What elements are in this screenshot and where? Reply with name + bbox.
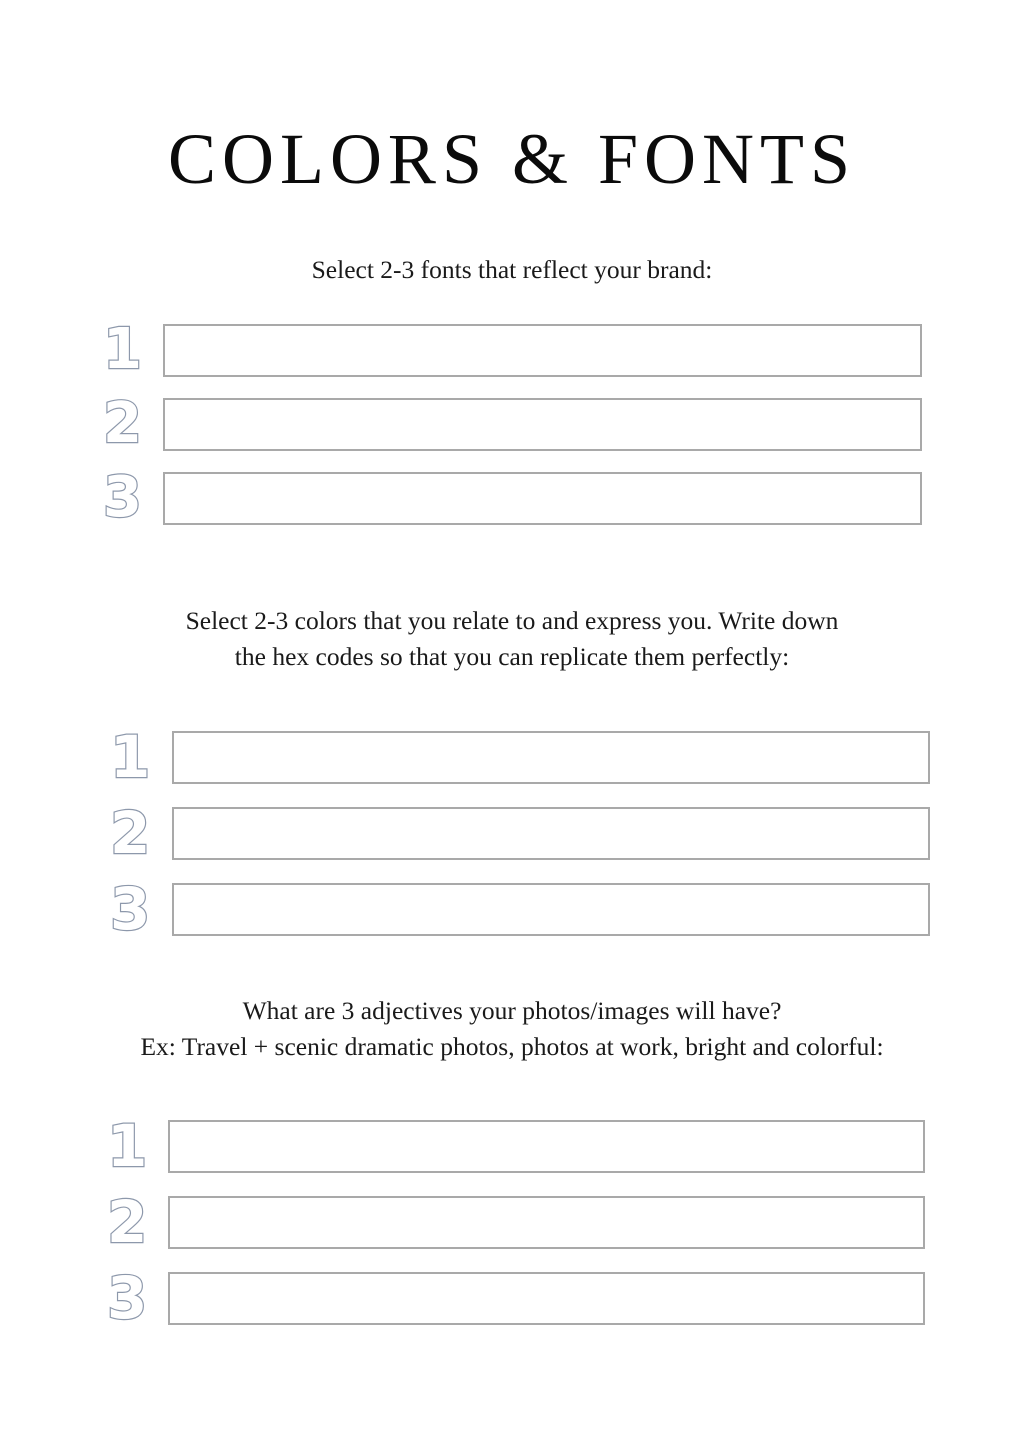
- numeral-3-icon: 3: [107, 1264, 148, 1332]
- colors-entry-list: [0, 723, 1024, 943]
- list-item: [103, 317, 922, 382]
- numeral-3-icon: 3: [103, 465, 142, 530]
- prompt-colors: [0, 603, 1024, 675]
- font-input-3[interactable]: [163, 472, 922, 525]
- font-input-2[interactable]: [163, 398, 922, 451]
- list-item: [110, 799, 930, 867]
- prompt-colors-line-2: the hex codes so that you can replicate them perfectly:: [234, 642, 790, 671]
- adjective-input-3[interactable]: [168, 1272, 925, 1325]
- numeral-1-icon: 1: [103, 317, 142, 382]
- numeral-1-icon: 1: [110, 723, 151, 791]
- adjective-input-1[interactable]: [168, 1120, 925, 1173]
- numeral-3-icon: 3: [110, 875, 151, 943]
- font-input-1[interactable]: [163, 324, 922, 377]
- list-item: [107, 1188, 925, 1256]
- prompt-fonts-line-1: Select 2-3 fonts that reflect your brand:: [311, 255, 713, 284]
- numeral-2-icon: 2: [107, 1188, 148, 1256]
- prompt-colors-line-1: Select 2-3 colors that you relate to and express you. Write down: [185, 606, 839, 635]
- photo-adjectives-entry-list: [0, 1112, 1024, 1332]
- list-item: [103, 391, 922, 456]
- numeral-2-icon: 2: [103, 391, 142, 456]
- list-item: [103, 465, 922, 530]
- section-fonts: [0, 252, 1024, 544]
- list-item: [107, 1264, 925, 1332]
- section-colors: [0, 603, 1024, 956]
- section-photo-adjectives: [0, 993, 1024, 1345]
- numeral-2-icon: 2: [110, 799, 151, 867]
- color-input-3[interactable]: [172, 883, 930, 936]
- numeral-1-icon: 1: [107, 1112, 148, 1180]
- list-item: [110, 723, 930, 791]
- prompt-fonts: [0, 252, 1024, 288]
- color-input-2[interactable]: [172, 807, 930, 860]
- fonts-entry-list: [0, 317, 1024, 530]
- list-item: [110, 875, 930, 943]
- page-title: COLORS & FONTS: [167, 119, 857, 200]
- prompt-photos-line-2: Ex: Travel + scenic dramatic photos, photos at work, bright and colorful:: [140, 1032, 884, 1061]
- prompt-photos-line-1: What are 3 adjectives your photos/images will have?: [242, 996, 782, 1025]
- list-item: [107, 1112, 925, 1180]
- prompt-photo-adjectives: [0, 993, 1024, 1065]
- color-input-1[interactable]: [172, 731, 930, 784]
- adjective-input-2[interactable]: [168, 1196, 925, 1249]
